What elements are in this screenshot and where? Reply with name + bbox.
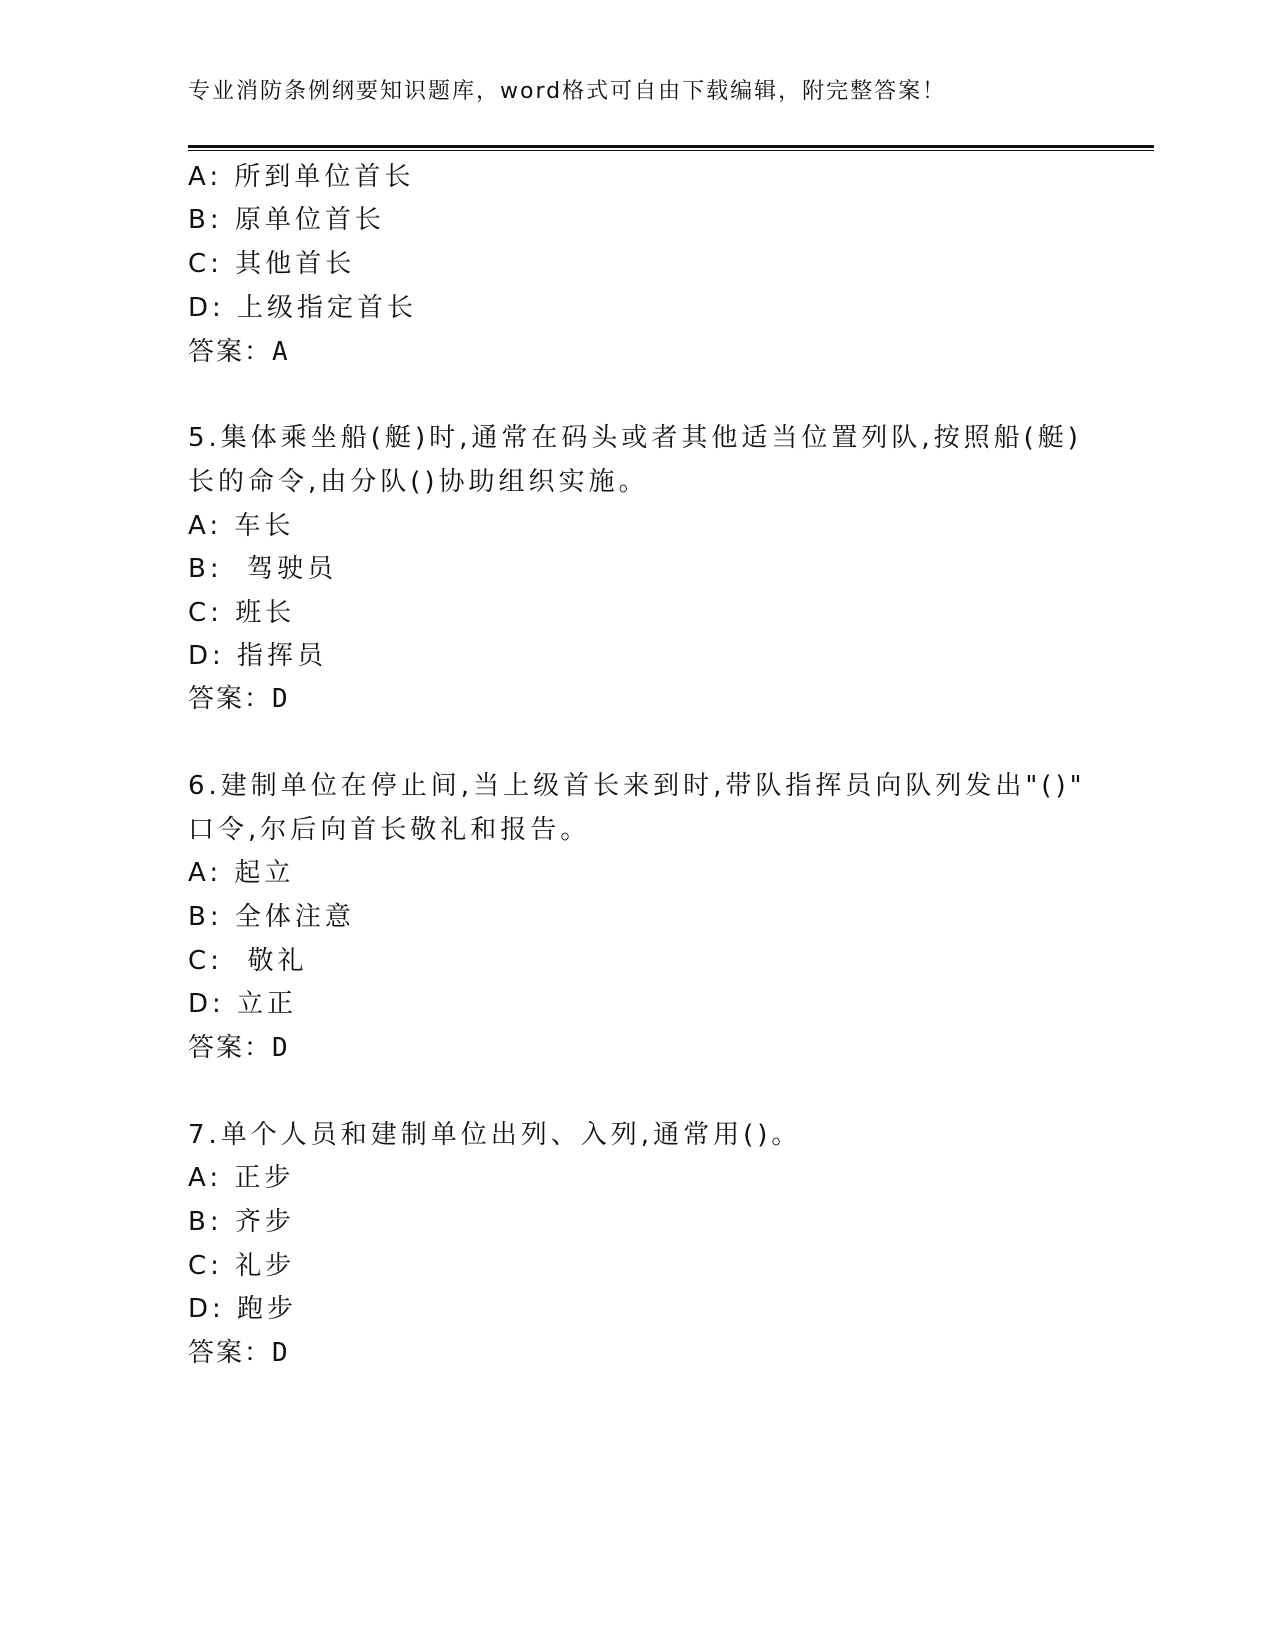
prev-option-a bbox=[188, 154, 414, 200]
q5-stem-line-2: 长的命令,由分队()协助组织实施。 bbox=[188, 467, 649, 497]
answer-value: D bbox=[272, 684, 290, 714]
option-text: 正步 bbox=[234, 1163, 295, 1193]
option-text: 礼步 bbox=[235, 1251, 296, 1281]
q7-stem-line-1: 7.单个人员和建制单位出列、入列,通常用()。 bbox=[188, 1120, 802, 1150]
option-text: 全体注意 bbox=[234, 902, 355, 932]
option-text: 班长 bbox=[235, 598, 296, 628]
option-key: A: bbox=[188, 1163, 223, 1193]
q6-option-c bbox=[188, 938, 307, 984]
q6-stem-line-1: 6.建制单位在停止间,当上级首长来到时,带队指挥员向队列发出"()" bbox=[188, 771, 1086, 801]
option-text: 原单位首长 bbox=[234, 205, 385, 235]
option-key: A: bbox=[188, 858, 223, 888]
option-key: D: bbox=[188, 1294, 225, 1324]
option-key: A: bbox=[188, 162, 223, 192]
prev-option-d bbox=[188, 285, 417, 331]
answer-value: D bbox=[272, 1033, 290, 1063]
option-text: 跑步 bbox=[237, 1294, 298, 1324]
option-key: C: bbox=[188, 1251, 223, 1281]
q7-option-c bbox=[188, 1243, 295, 1289]
q6-option-b bbox=[188, 894, 355, 940]
header-divider-thick bbox=[188, 145, 1154, 148]
prev-option-c bbox=[188, 241, 355, 287]
option-key: B: bbox=[188, 205, 223, 235]
option-key: D: bbox=[188, 641, 225, 671]
option-text: 所到单位首长 bbox=[234, 162, 415, 192]
prev-answer bbox=[188, 329, 290, 375]
option-text: 上级指定首长 bbox=[237, 293, 418, 323]
q6-stem-line-2: 口令,尔后向首长敬礼和报告。 bbox=[188, 815, 591, 845]
prev-option-b bbox=[188, 197, 385, 243]
header-divider-thin bbox=[188, 150, 1154, 151]
q5-answer bbox=[188, 676, 290, 722]
answer-label: 答案： bbox=[188, 1338, 273, 1368]
q7-answer bbox=[188, 1330, 290, 1376]
answer-value: A bbox=[272, 337, 290, 367]
option-key: B: bbox=[188, 554, 223, 584]
q6-option-a bbox=[188, 850, 294, 896]
page-header: 专业消防条例纲要知识题库，word格式可自由下载编辑，附完整答案！ bbox=[188, 79, 947, 104]
answer-value: D bbox=[272, 1338, 290, 1368]
option-key: C: bbox=[188, 249, 223, 279]
option-key: D: bbox=[188, 989, 225, 1019]
option-key: A: bbox=[188, 511, 223, 541]
option-key: C: bbox=[188, 946, 223, 976]
q7-option-d bbox=[188, 1286, 297, 1332]
option-text: 立正 bbox=[237, 989, 298, 1019]
option-text: 驾驶员 bbox=[234, 554, 338, 584]
option-text: 齐步 bbox=[234, 1207, 295, 1237]
answer-label: 答案： bbox=[188, 1033, 273, 1063]
q5-stem-line-1: 5.集体乘坐船(艇)时,通常在码头或者其他适当位置列队,按照船(艇) bbox=[188, 423, 1082, 453]
option-text: 敬礼 bbox=[235, 946, 308, 976]
option-text: 其他首长 bbox=[235, 249, 356, 279]
option-text: 车长 bbox=[234, 511, 295, 541]
option-text: 起立 bbox=[234, 858, 295, 888]
q7-option-b bbox=[188, 1199, 295, 1245]
q6-answer bbox=[188, 1025, 290, 1071]
q6-option-d bbox=[188, 981, 297, 1027]
q5-option-b bbox=[188, 546, 337, 592]
answer-label: 答案： bbox=[188, 684, 273, 714]
q5-option-d bbox=[188, 633, 327, 679]
q7-option-a bbox=[188, 1155, 294, 1201]
option-key: C: bbox=[188, 598, 223, 628]
option-key: B: bbox=[188, 902, 223, 932]
option-text: 指挥员 bbox=[237, 641, 328, 671]
q5-option-c bbox=[188, 590, 295, 636]
answer-label: 答案： bbox=[188, 337, 273, 367]
q5-option-a bbox=[188, 503, 294, 549]
option-key: D: bbox=[188, 293, 225, 323]
option-key: B: bbox=[188, 1207, 223, 1237]
